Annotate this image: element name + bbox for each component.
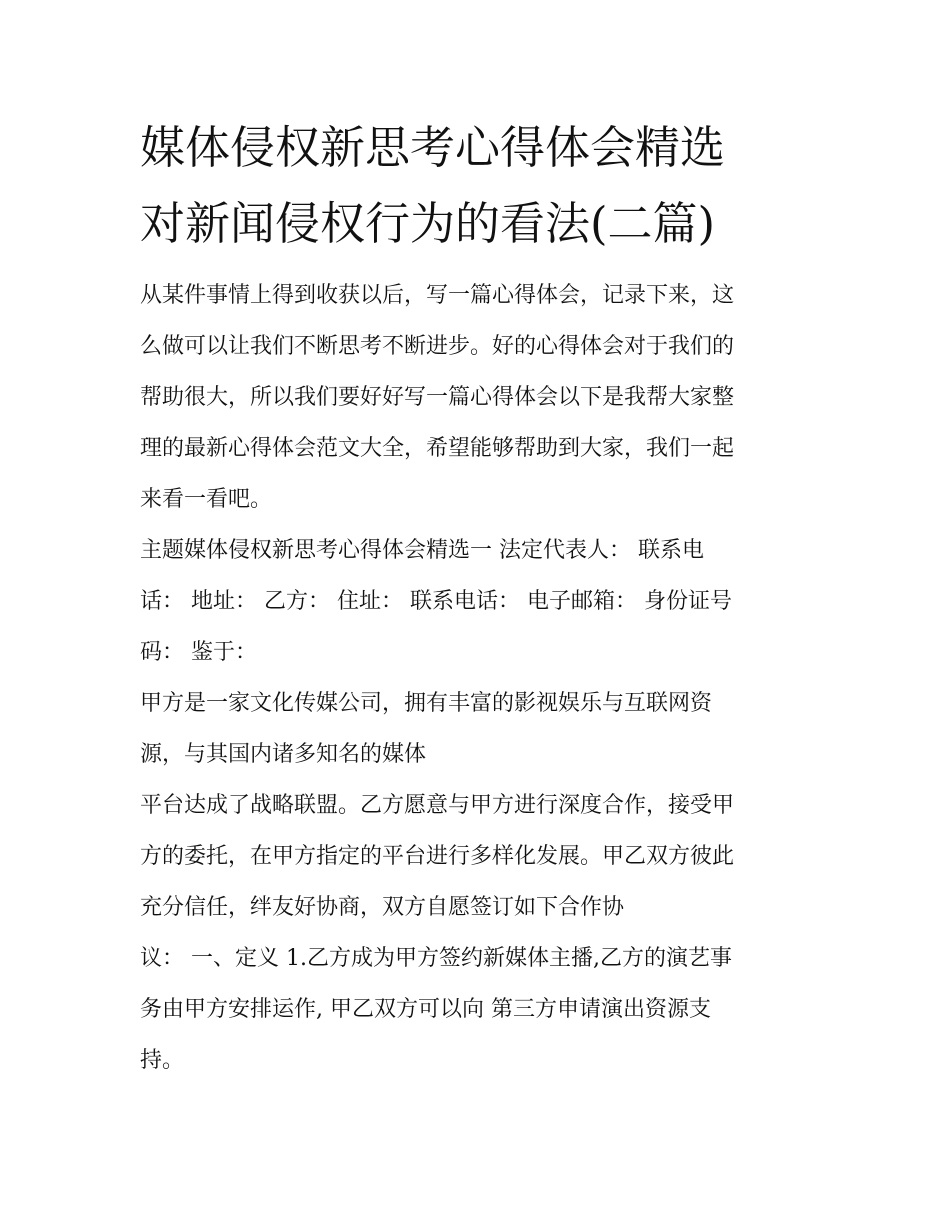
paragraph-parties bbox=[140, 525, 820, 678]
paragraph-definition bbox=[140, 933, 820, 1086]
paragraph-party-a bbox=[140, 678, 820, 780]
text-line: 议： 一、定义 1.乙方成为甲方签约新媒体主播,乙方的演艺事 bbox=[140, 946, 732, 971]
text-line: 平台达成了战略联盟。乙方愿意与甲方进行深度合作，接受甲 bbox=[140, 793, 735, 818]
text-line: 来看一看吧。 bbox=[140, 487, 273, 512]
text-line: 务由甲方安排运作, 甲乙双方可以向 第三方申请演出资源支 bbox=[140, 997, 711, 1022]
text-line: 主题媒体侵权新思考心得体会精选一 法定代表人： 联系电 bbox=[140, 538, 704, 563]
text-line: 甲方是一家文化传媒公司，拥有丰富的影视娱乐与互联网资 bbox=[140, 691, 713, 716]
text-line: 方的委托，在甲方指定的平台进行多样化发展。甲乙双方彼此 bbox=[140, 844, 735, 869]
text-line: 理的最新心得体会范文大全，希望能够帮助到大家，我们一起 bbox=[140, 436, 735, 461]
document-title bbox=[140, 110, 820, 262]
paragraph-cooperation bbox=[140, 780, 820, 933]
text-line: 持。 bbox=[140, 1048, 185, 1073]
paragraph-intro bbox=[140, 270, 820, 525]
text-line: 源，与其国内诸多知名的媒体 bbox=[140, 742, 427, 767]
text-line: 么做可以让我们不断思考不断进步。好的心得体会对于我们的 bbox=[140, 334, 735, 359]
text-line: 帮助很大，所以我们要好好写一篇心得体会以下是我帮大家整 bbox=[140, 385, 735, 410]
text-line: 从某件事情上得到收获以后，写一篇心得体会，记录下来，这 bbox=[140, 283, 735, 308]
title-line-2: 对新闻侵权行为的看法(二篇) bbox=[140, 197, 716, 250]
title-line-1: 媒体侵权新思考心得体会精选 bbox=[140, 121, 726, 174]
text-line: 码： 鉴于： bbox=[140, 640, 257, 665]
text-line: 话： 地址： 乙方： 住址： 联系电话： 电子邮箱： 身份证号 bbox=[140, 589, 732, 614]
text-line: 充分信任，绊友好协商，双方自愿签订如下合作协 bbox=[140, 895, 625, 920]
document-body bbox=[140, 270, 820, 1086]
document-page bbox=[140, 110, 820, 1086]
